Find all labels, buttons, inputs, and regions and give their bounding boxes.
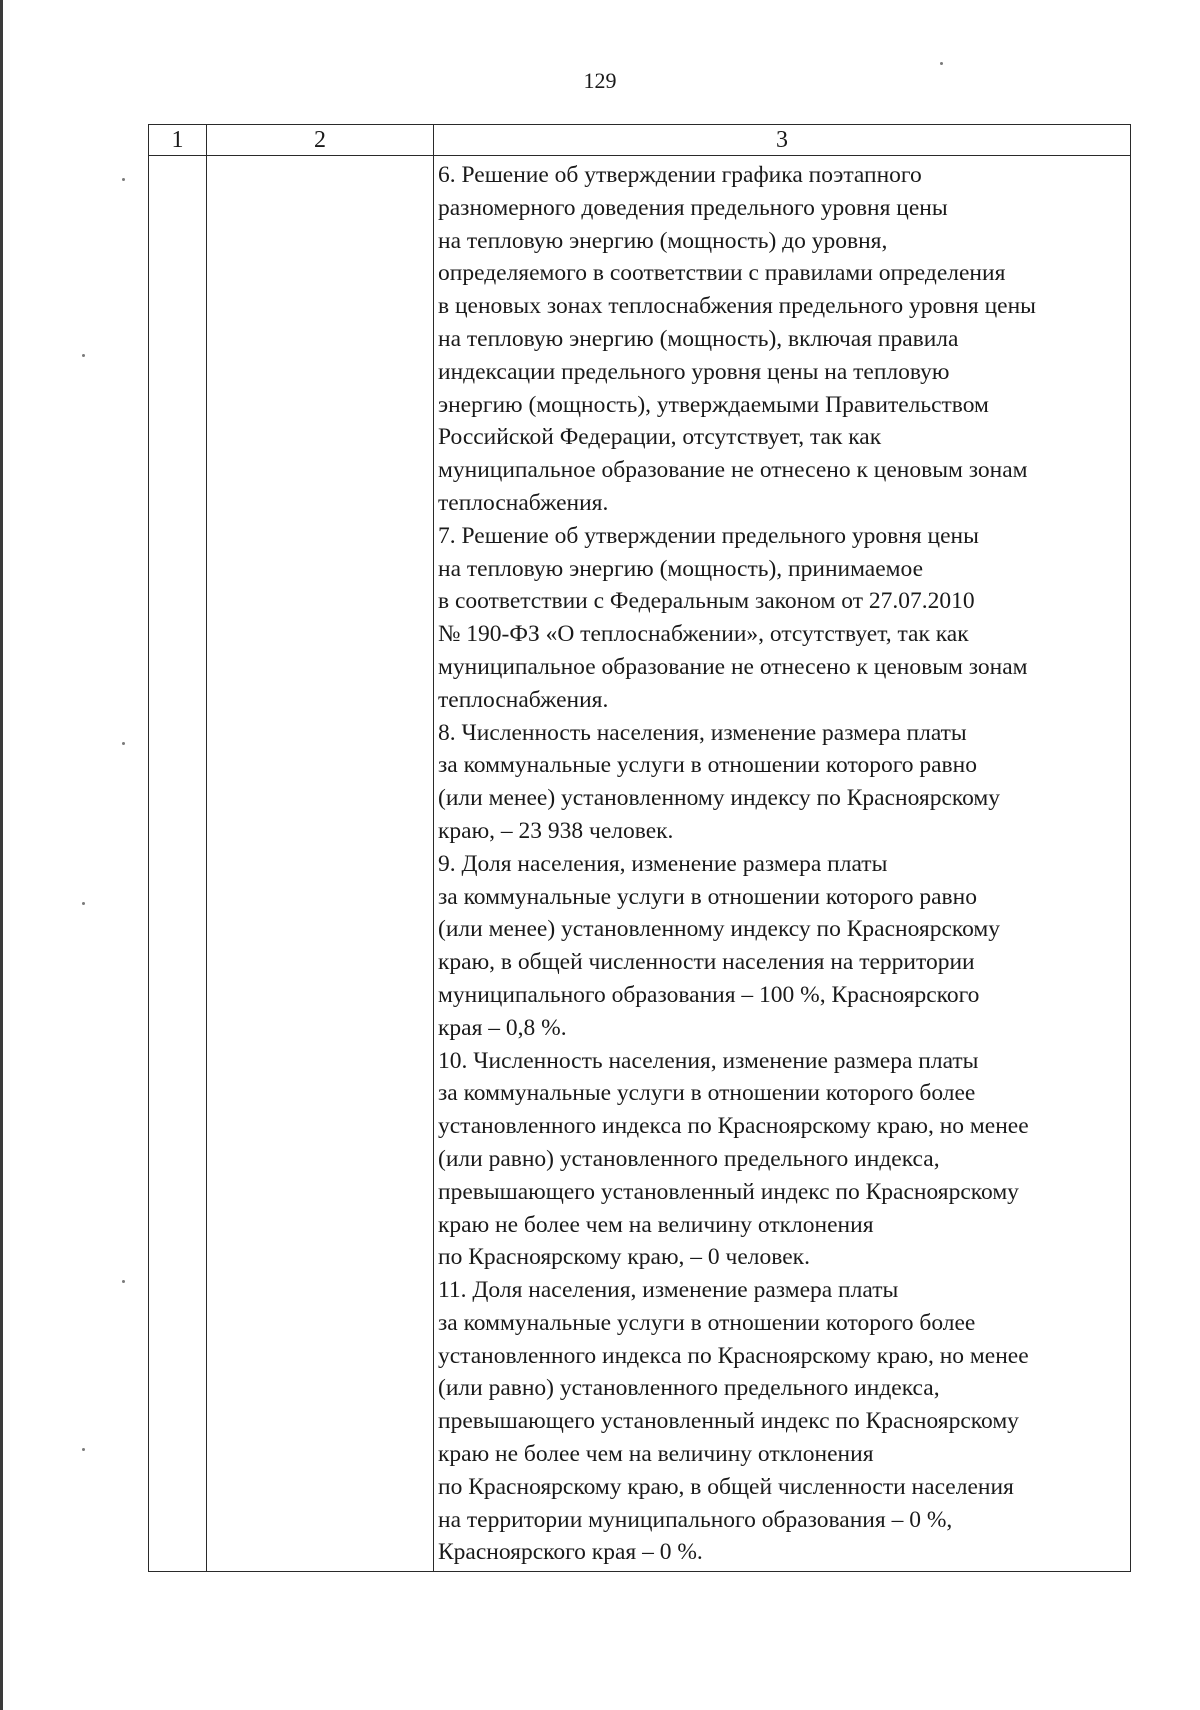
text-line: определяемого в соответствии с правилами определения [438,260,1006,287]
text-line: превышающего установленный индекс по Красноярскому [438,1408,1019,1435]
text-line: на тепловую энергию (мощность), принимаемое [438,555,924,582]
text-line: (или равно) установленного предельного индекса, [438,1375,940,1402]
text-line: на территории муниципального образования – 0 %, [438,1506,953,1533]
text-line: по Красноярскому краю, в общей численности населения [438,1473,1014,1500]
scan-speck [122,1280,125,1283]
text-line: теплоснабжения. [438,489,609,516]
text-line: 11. Доля населения, изменение размера платы [438,1277,899,1304]
text-line: 8. Численность населения, изменение размера платы [438,719,967,746]
scan-speck [82,1448,85,1451]
column-header-2: 2 [207,125,434,156]
table-row [149,156,1131,1572]
text-line: краю, – 23 938 человек. [438,817,674,844]
text-line: (или менее) установленному индексу по Красноярскому [438,785,1001,812]
cell-col3-text [434,156,1130,1571]
text-line: разномерного доведения предельного уровня цены [438,194,948,221]
text-line: краю не более чем на величину отклонения [438,1211,874,1238]
page-number: 129 [583,68,617,93]
column-header-1: 1 [149,125,207,156]
text-line: (или менее) установленному индексу по Красноярскому [438,916,1001,943]
cell-col2 [207,156,434,1572]
text-line: на тепловую энергию (мощность), включая правила [438,325,959,352]
text-line: 10. Численность населения, изменение размера платы [438,1047,979,1074]
table-header-row [149,125,1131,156]
text-line: краю, в общей численности населения на территории [438,949,975,976]
text-line: энергию (мощность), утверждаемыми Правительством [438,391,989,418]
text-line: за коммунальные услуги в отношении которого равно [438,752,977,779]
text-line: на тепловую энергию (мощность) до уровня, [438,227,888,254]
text-line: 7. Решение об утверждении предельного уровня цены [438,522,979,549]
text-line: № 190-ФЗ «О теплоснабжении», отсутствует, так как [438,621,969,648]
text-line: по Красноярскому краю, – 0 человек. [438,1244,810,1271]
text-line: муниципальное образование не отнесено к ценовым зонам [438,653,1028,680]
text-line: муниципального образования – 100 %, Красноярского [438,981,980,1008]
text-line: за коммунальные услуги в отношении которого более [438,1080,976,1107]
scan-speck [122,742,125,745]
text-line: индексации предельного уровня цены на тепловую [438,358,950,385]
column-header-3: 3 [434,125,1131,156]
text-line: Красноярского края – 0 %. [438,1539,703,1566]
text-line: установленного индекса по Красноярскому краю, но менее [438,1342,1029,1369]
text-line: (или равно) установленного предельного индекса, [438,1145,940,1172]
text-line: в соответствии с Федеральным законом от 27.07.2010 [438,588,975,615]
cell-col1 [149,156,207,1572]
scan-speck [82,354,85,357]
text-line: 6. Решение об утверждении графика поэтапного [438,162,922,188]
text-line: 9. Доля населения, изменение размера платы [438,850,888,877]
text-line: теплоснабжения. [438,686,609,713]
page-left-edge [0,0,3,1710]
text-line: превышающего установленный индекс по Красноярскому [438,1178,1019,1205]
cell-col3 [434,156,1131,1572]
scan-speck [122,178,125,181]
text-line: Российской Федерации, отсутствует, так как [438,424,882,451]
text-line: края – 0,8 %. [438,1014,567,1041]
text-line: муниципальное образование не отнесено к ценовым зонам [438,457,1028,484]
scan-speck [940,62,943,65]
text-line: краю не более чем на величину отклонения [438,1441,874,1468]
text-line: в ценовых зонах теплоснабжения предельного уровня цены [438,293,1036,320]
text-line: за коммунальные услуги в отношении которого равно [438,883,977,910]
scan-speck [82,902,85,905]
document-table [148,124,1131,1572]
text-line: установленного индекса по Красноярскому краю, но менее [438,1113,1029,1140]
text-line: за коммунальные услуги в отношении которого более [438,1309,976,1336]
